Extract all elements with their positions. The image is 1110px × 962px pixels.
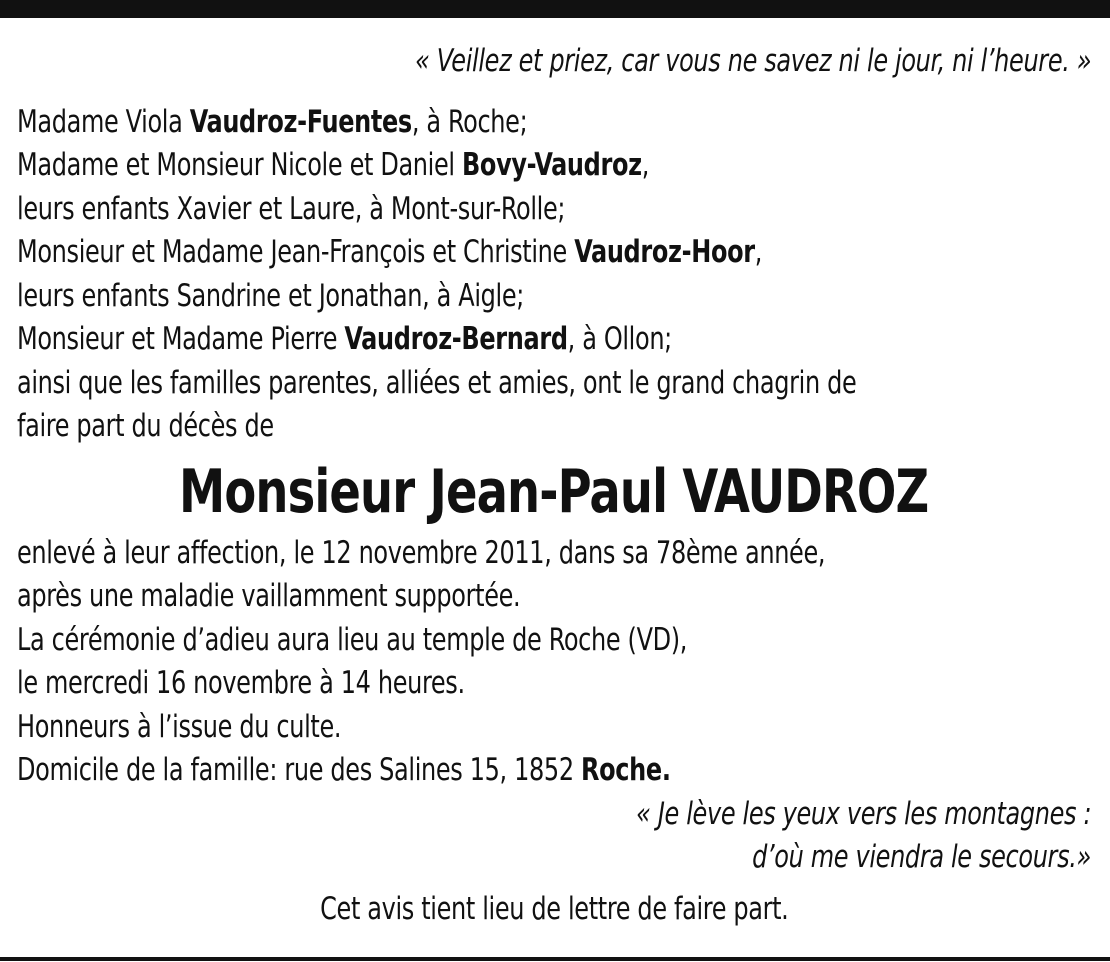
family-name-vaudroz-fuentes: Vaudroz-Fuentes xyxy=(189,103,412,140)
family-line-7-text: ainsi que les familles parentes, alliées et amies, ont le grand chagrin de xyxy=(17,364,857,401)
family-line-5-text: leurs enfants Sandrine et Jonathan, à Aigle; xyxy=(17,277,525,314)
details-line-2-text: après une maladie vaillamment supportée. xyxy=(17,578,521,614)
details-line-4-text: le mercredi 16 novembre à 14 heures. xyxy=(17,665,465,701)
details-line-5 xyxy=(17,706,1091,750)
closing-note-text: Cet avis tient lieu de lettre de faire part. xyxy=(319,890,789,927)
details-line-6 xyxy=(17,749,1091,793)
bottom-border-line xyxy=(0,957,1110,961)
details-line-1 xyxy=(17,532,1091,576)
details-line-4 xyxy=(17,662,1091,706)
family-name-bovy-vaudroz: Bovy-Vaudroz xyxy=(461,147,642,183)
family-line-8 xyxy=(17,405,1091,449)
details-line-5-text: Honneurs à l’issue du culte. xyxy=(17,708,342,745)
family-line-6-prefix: Monsieur et Madame Pierre xyxy=(17,321,345,357)
details-line-6-prefix: Domicile de la famille: rue des Salines 15, 1852 xyxy=(17,752,582,788)
closing-quote-line-2 xyxy=(17,836,1091,880)
family-line-1 xyxy=(17,101,1091,145)
family-line-7 xyxy=(17,362,1091,406)
family-line-6-suffix: , à Ollon; xyxy=(567,321,672,357)
details-line-1-text: enlevé à leur affection, le 12 novembre 2011, dans sa 78ème année, xyxy=(17,534,826,571)
domicile-town: Roche. xyxy=(581,752,671,788)
closing-quote-line-2-text: d’où me viendra le secours.» xyxy=(752,839,1091,875)
family-name-vaudroz-bernard: Vaudroz-Bernard xyxy=(344,321,568,357)
closing-quote-line-1-text: « Je lève les yeux vers les montagnes : xyxy=(635,795,1091,832)
family-line-4-suffix: , xyxy=(754,234,763,270)
family-line-1-suffix: , à Roche; xyxy=(411,103,528,140)
family-line-8-text: faire part du décès de xyxy=(17,408,274,444)
details-line-2 xyxy=(17,575,1091,619)
obituary-notice xyxy=(17,40,1091,931)
top-border-bar xyxy=(0,0,1110,18)
family-line-3-text: leurs enfants Xavier et Laure, à Mont-sur-Rolle; xyxy=(17,190,566,227)
family-line-2-prefix: Madame et Monsieur Nicole et Daniel xyxy=(17,147,462,183)
family-line-5 xyxy=(17,275,1091,319)
opening-quote-text: « Veillez et priez, car vous ne savez ni le jour, ni l’heure. » xyxy=(414,43,1091,79)
family-line-1-prefix: Madame Viola xyxy=(17,103,190,140)
deceased-name xyxy=(17,452,1091,532)
family-line-2 xyxy=(17,144,1091,188)
family-line-2-suffix: , xyxy=(641,147,650,183)
closing-note xyxy=(17,888,1091,932)
closing-quote-line-1 xyxy=(17,793,1091,837)
family-line-4-prefix: Monsieur et Madame Jean-François et Christine xyxy=(17,234,575,270)
family-line-3 xyxy=(17,188,1091,232)
family-line-6 xyxy=(17,318,1091,362)
deceased-name-text: Monsieur Jean-Paul VAUDROZ xyxy=(179,456,929,527)
family-name-vaudroz-hoor: Vaudroz-Hoor xyxy=(574,234,755,270)
family-line-4 xyxy=(17,231,1091,275)
details-line-3-text: La cérémonie d’adieu aura lieu au temple de Roche (VD), xyxy=(17,621,688,658)
opening-quote xyxy=(17,40,1091,84)
details-line-3 xyxy=(17,619,1091,663)
